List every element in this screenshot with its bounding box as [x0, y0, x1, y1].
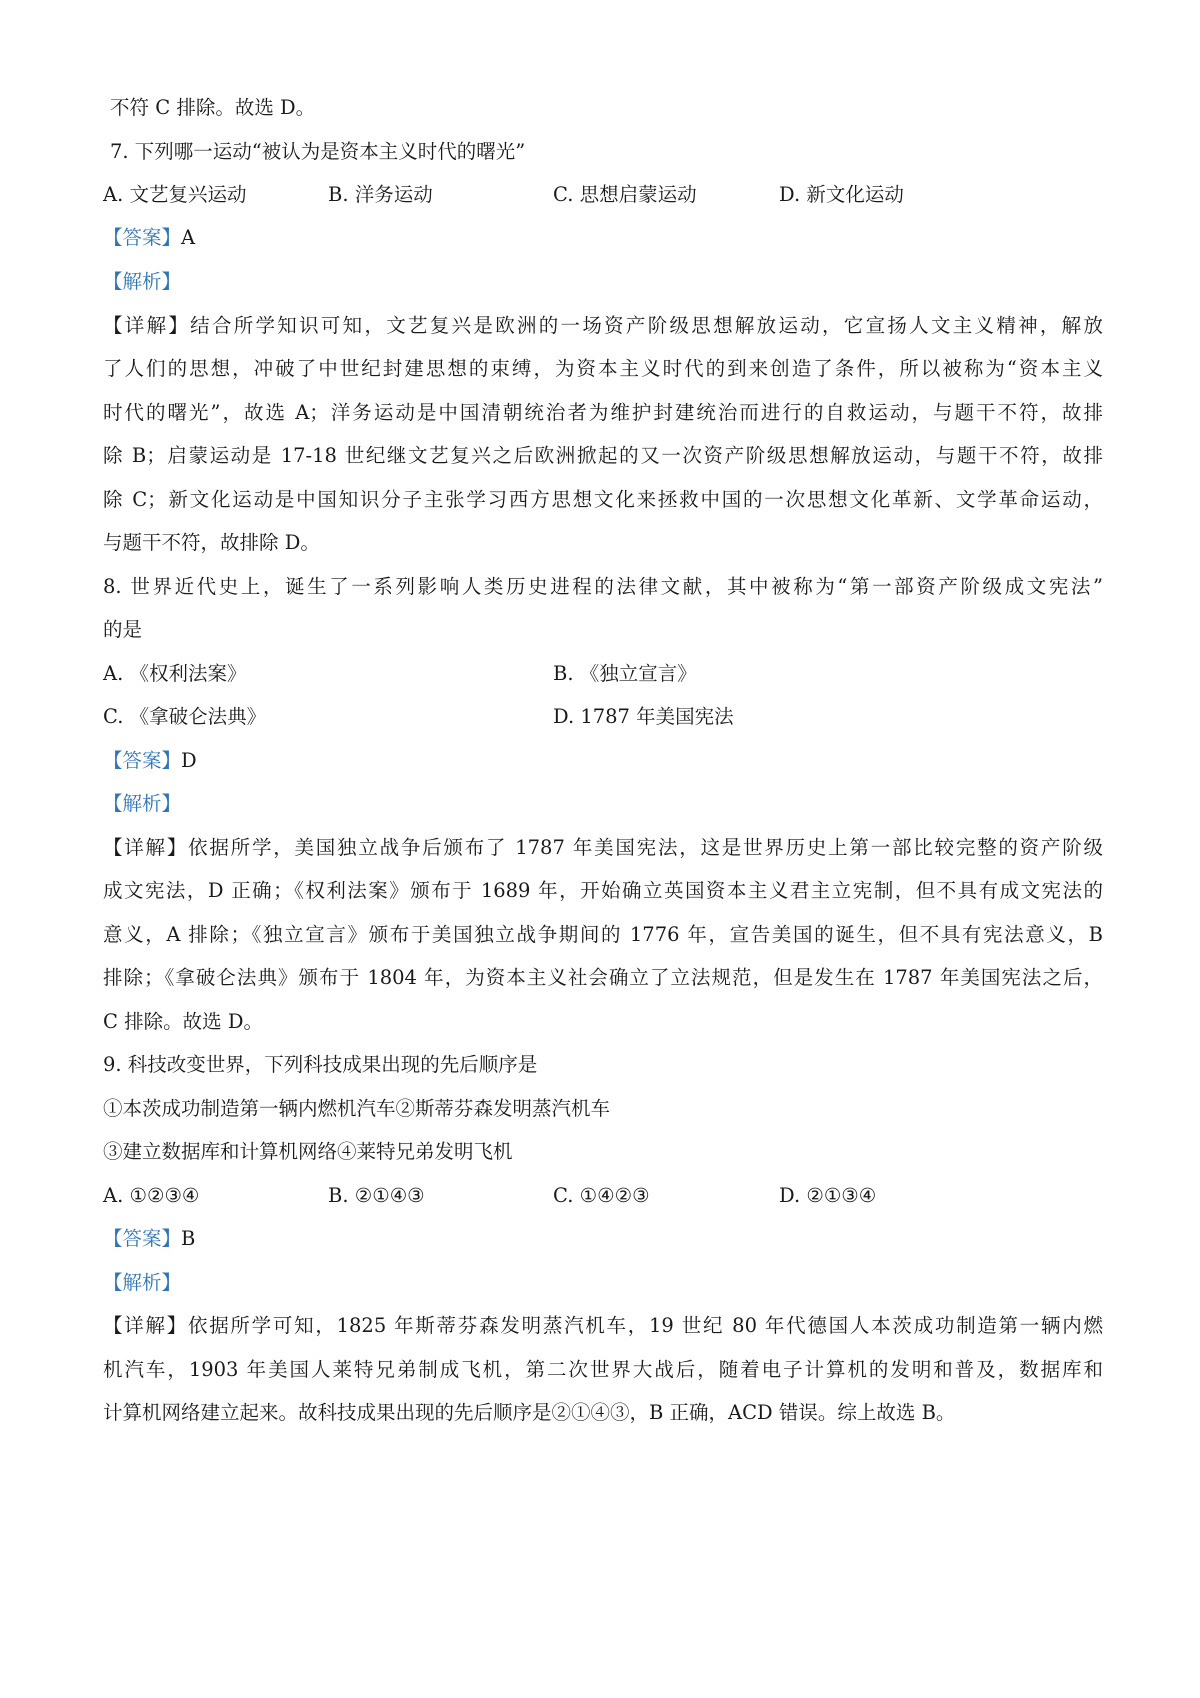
answer-tag: 【答案】 — [103, 226, 182, 249]
q7-option-d: D. 新文化运动 — [779, 183, 904, 206]
answer-tag: 【答案】 — [103, 749, 182, 772]
question-9-stem: 9. 科技改变世界，下列科技成果出现的先后顺序是 — [103, 1053, 538, 1076]
q8-detail-line-5: C 排除。故选 D。 — [103, 1010, 263, 1033]
q7-answer-value: A — [181, 226, 196, 249]
question-7-stem: 7. 下列哪一运动“被认为是资本主义时代的曙光” — [110, 140, 526, 163]
q7-detail-line-1: 【详解】结合所学知识可知，文艺复兴是欧洲的一场资产阶级思想解放运动，它宣扬人文主义精神，解放 — [103, 314, 1103, 337]
q8-answer — [103, 748, 197, 774]
text-line: 不符 C 排除。故选 D。 — [110, 96, 316, 119]
q8-option-c: C. 《拿破仑法典》 — [103, 705, 267, 728]
q9-detail-line-1: 【详解】依据所学可知，1825 年斯蒂芬森发明蒸汽机车，19 世纪 80 年代德国人本茨成功制造第一辆内燃 — [103, 1314, 1103, 1337]
analysis-tag: 【解析】 — [103, 792, 182, 815]
q7-detail-line-4: 除 B；启蒙运动是 17-18 世纪继文艺复兴之后欧洲掀起的又一次资产阶级思想解放运动，与题干不符，故排 — [103, 444, 1103, 467]
detail-tag: 【详解】 — [103, 836, 189, 859]
q8-detail-line-2: 成文宪法，D 正确；《权利法案》颁布于 1689 年，开始确立英国资本主义君主立宪制，但不具有成文宪法的 — [103, 879, 1103, 902]
q7-detail-line-3: 时代的曙光”，故选 A；洋务运动是中国清朝统治者为维护封建统治而进行的自救运动，与题干不符，故排 — [103, 401, 1103, 424]
question-8-stem: 8. 世界近代史上，诞生了一系列影响人类历史进程的法律文献，其中被称为“第一部资产阶级成文宪法” — [103, 575, 1103, 598]
q8-option-d: D. 1787 年美国宪法 — [553, 705, 734, 728]
answer-tag: 【答案】 — [103, 1227, 182, 1250]
q8-option-a: A. 《权利法案》 — [103, 662, 247, 685]
q9-option-b: B. ②①④③ — [328, 1184, 425, 1207]
q9-detail-line-3: 计算机网络建立起来。故科技成果出现的先后顺序是②①④③，B 正确，ACD 错误。综上故选 B。 — [103, 1401, 956, 1424]
q7-detail-line-5: 除 C；新文化运动是中国知识分子主张学习西方思想文化来拯救中国的一次思想文化革新、文学革命运动， — [103, 488, 1103, 511]
q8-detail-line-4: 排除；《拿破仑法典》颁布于 1804 年，为资本主义社会确立了立法规范，但是发生在 1787 年美国宪法之后， — [103, 966, 1103, 989]
q7-option-c: C. 思想启蒙运动 — [553, 183, 697, 206]
q9-option-c: C. ①④②③ — [553, 1184, 650, 1207]
q7-option-a: A. 文艺复兴运动 — [103, 183, 247, 206]
q9-answer-value: B — [181, 1227, 196, 1250]
q9-option-a: A. ①②③④ — [103, 1184, 200, 1207]
q7-detail-line-2: 了人们的思想，冲破了中世纪封建思想的束缚，为资本主义时代的到来创造了条件，所以被称为“资本主义 — [103, 357, 1103, 380]
detail-tag: 【详解】 — [103, 314, 191, 337]
q7-answer — [103, 225, 195, 251]
q9-option-d: D. ②①③④ — [779, 1184, 877, 1207]
question-8-stem-cont: 的是 — [103, 618, 143, 641]
q7-analysis-heading — [103, 269, 181, 295]
analysis-tag: 【解析】 — [103, 1271, 182, 1294]
q9-item-line-1: ①本茨成功制造第一辆内燃机汽车②斯蒂芬森发明蒸汽机车 — [103, 1097, 611, 1120]
q9-analysis-heading — [103, 1270, 181, 1296]
q9-detail-line-2: 机汽车，1903 年美国人莱特兄弟制成飞机，第二次世界大战后，随着电子计算机的发明和普及，数据库和 — [103, 1358, 1103, 1381]
q8-detail-line-3: 意义，A 排除；《独立宣言》颁布于美国独立战争期间的 1776 年，宣告美国的诞生，但不具有宪法意义，B — [103, 923, 1103, 946]
q7-option-b: B. 洋务运动 — [328, 183, 433, 206]
detail-tag: 【详解】 — [103, 1314, 188, 1337]
q9-answer — [103, 1226, 195, 1252]
q8-detail-line-1: 【详解】依据所学，美国独立战争后颁布了 1787 年美国宪法，这是世界历史上第一部比较完整的资产阶级 — [103, 836, 1103, 859]
q8-option-b: B. 《独立宣言》 — [553, 662, 697, 685]
q8-analysis-heading — [103, 791, 181, 817]
q7-detail-line-6: 与题干不符，故排除 D。 — [103, 531, 320, 554]
q9-item-line-2: ③建立数据库和计算机网络④莱特兄弟发明飞机 — [103, 1140, 513, 1163]
analysis-tag: 【解析】 — [103, 270, 182, 293]
q8-answer-value: D — [181, 749, 197, 772]
